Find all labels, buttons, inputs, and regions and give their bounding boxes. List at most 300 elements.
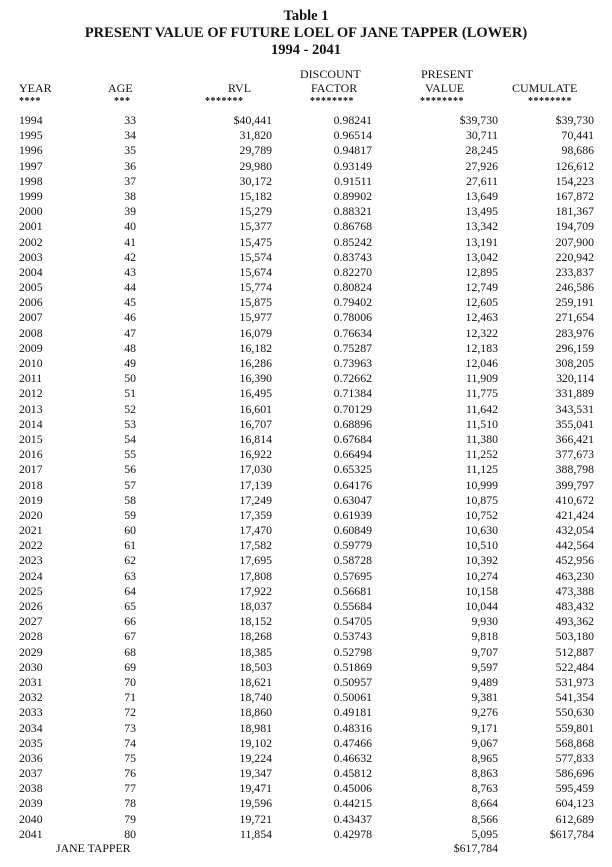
cumulate-cell: 366,421 (555, 431, 594, 446)
rvl-cell: 17,030 (239, 462, 272, 477)
cumulate-cell: 296,159 (555, 340, 594, 355)
rvl-cell: 16,286 (239, 356, 272, 370)
table-row (0, 143, 612, 158)
cumulate-cell: 559,801 (555, 720, 594, 735)
discount-factor-cell: 0.50957 (333, 674, 372, 689)
present-value-cell: $39,730 (459, 113, 498, 127)
present-value-cell: 10,274 (465, 568, 498, 583)
discount-factor-cell: 0.72662 (333, 371, 372, 386)
present-value-cell: 10,392 (465, 553, 498, 568)
age-cell: 33 (124, 113, 136, 127)
rvl-cell: 19,224 (239, 750, 272, 765)
year-cell: 2025 (19, 583, 43, 598)
present-value-cell: 9,489 (471, 674, 498, 689)
header-cumulate: CUMULATE (512, 81, 578, 95)
year-cell: 2038 (19, 781, 43, 796)
discount-factor-cell: 0.59779 (333, 538, 372, 553)
age-cell: 80 (124, 826, 136, 841)
cumulate-cell: 586,696 (555, 766, 594, 781)
age-cell: 51 (124, 386, 136, 401)
year-cell: 2010 (19, 356, 43, 370)
cumulate-cell: 233,837 (555, 264, 594, 279)
present-value-cell: 12,605 (465, 295, 498, 310)
rvl-cell: 18,385 (239, 644, 272, 659)
rvl-cell: 18,037 (239, 599, 272, 613)
age-cell: 74 (124, 735, 136, 750)
discount-factor-cell: 0.51869 (333, 659, 372, 674)
discount-factor-cell: 0.49181 (333, 705, 372, 720)
rvl-cell: 15,475 (239, 234, 272, 249)
present-value-cell: 10,044 (465, 599, 498, 613)
discount-factor-cell: 0.85242 (333, 234, 372, 249)
table-row (0, 295, 612, 310)
cumulate-cell: 399,797 (555, 477, 594, 492)
present-value-cell: 12,463 (465, 310, 498, 325)
header-discount-top: DISCOUNT (300, 67, 361, 81)
present-value-cell: 9,597 (471, 659, 498, 674)
age-cell: 58 (124, 492, 136, 507)
rvl-cell: $40,441 (233, 113, 272, 127)
rvl-cell: 16,079 (239, 325, 272, 340)
table-row (0, 219, 612, 234)
year-cell: 2013 (19, 401, 43, 416)
age-cell: 63 (124, 568, 136, 583)
present-value-cell: 12,749 (465, 280, 498, 295)
table-row (0, 280, 612, 295)
cumulate-cell: 421,424 (555, 507, 594, 522)
cumulate-cell: 308,205 (555, 356, 594, 370)
age-cell: 45 (124, 295, 136, 310)
year-cell: 1996 (19, 143, 43, 158)
discount-factor-cell: 0.76634 (333, 325, 372, 340)
year-cell: 2023 (19, 553, 43, 568)
cumulate-cell: 388,798 (555, 462, 594, 477)
age-cell: 50 (124, 371, 136, 386)
rvl-cell: 17,139 (239, 477, 272, 492)
year-cell: 2018 (19, 477, 43, 492)
age-cell: 48 (124, 340, 136, 355)
age-cell: 68 (124, 644, 136, 659)
present-value-cell: 11,510 (465, 416, 498, 431)
header-present-stars: ******** (420, 96, 464, 107)
age-cell: 36 (124, 158, 136, 173)
cumulate-cell: 568,868 (555, 735, 594, 750)
cumulate-cell: 531,973 (555, 674, 594, 689)
discount-factor-cell: 0.50061 (333, 690, 372, 705)
rvl-cell: 17,922 (239, 583, 272, 598)
discount-factor-cell: 0.93149 (333, 158, 372, 173)
table-row (0, 690, 612, 705)
cumulate-cell: 493,362 (555, 614, 594, 629)
rvl-cell: 16,814 (239, 431, 272, 446)
header-year-stars: **** (19, 96, 41, 107)
rvl-cell: 17,470 (239, 523, 272, 538)
age-cell: 39 (124, 204, 136, 219)
present-value-cell: 13,042 (465, 249, 498, 264)
age-cell: 59 (124, 507, 136, 522)
age-cell: 79 (124, 811, 136, 826)
year-cell: 2004 (19, 264, 43, 279)
present-value-cell: 9,930 (471, 614, 498, 629)
present-value-cell: 8,863 (471, 766, 498, 781)
cumulate-cell: 207,900 (555, 234, 594, 249)
table-row (0, 493, 612, 508)
cumulate-cell: 473,388 (555, 583, 594, 598)
table-row (0, 569, 612, 584)
discount-factor-cell: 0.67684 (333, 431, 372, 446)
table-row (0, 356, 612, 371)
table-row (0, 189, 612, 204)
rvl-cell: 19,721 (239, 811, 272, 826)
age-cell: 64 (124, 583, 136, 598)
year-cell: 2014 (19, 416, 43, 431)
footer-name: JANE TAPPER (56, 841, 131, 855)
cumulate-cell: 181,367 (555, 204, 594, 219)
age-cell: 72 (124, 705, 136, 720)
present-value-cell: 11,252 (465, 447, 498, 462)
rvl-cell: 15,774 (239, 280, 272, 295)
age-cell: 37 (124, 173, 136, 188)
year-cell: 2011 (19, 371, 43, 386)
cumulate-cell: 503,180 (555, 629, 594, 644)
discount-factor-cell: 0.48316 (333, 720, 372, 735)
discount-factor-cell: 0.66494 (333, 447, 372, 462)
present-value-cell: 5,095 (471, 826, 498, 841)
discount-factor-cell: 0.61939 (333, 507, 372, 522)
header-discount-stars: ******** (310, 96, 354, 107)
year-cell: 2020 (19, 507, 43, 522)
present-value-cell: 9,707 (471, 644, 498, 659)
cumulate-cell: 522,484 (555, 659, 594, 674)
age-cell: 43 (124, 264, 136, 279)
year-cell: 1998 (19, 173, 43, 188)
table-row (0, 204, 612, 219)
present-value-cell: 11,125 (465, 462, 498, 477)
discount-factor-cell: 0.83743 (333, 249, 372, 264)
rvl-cell: 18,621 (239, 674, 272, 689)
rvl-cell: 29,980 (239, 158, 272, 173)
footer-total: $617,784 (453, 841, 498, 855)
age-cell: 52 (124, 401, 136, 416)
cumulate-cell: 410,672 (555, 492, 594, 507)
table-row (0, 417, 612, 432)
age-cell: 69 (124, 659, 136, 674)
present-value-cell: 30,711 (465, 128, 498, 143)
table-row (0, 796, 612, 811)
table-row (0, 128, 612, 143)
year-cell: 2036 (19, 750, 43, 765)
present-value-cell: 27,611 (465, 173, 498, 188)
discount-factor-cell: 0.94817 (333, 143, 372, 158)
table-row (0, 766, 612, 781)
cumulate-cell: 283,976 (555, 325, 594, 340)
table-year-range: 1994 - 2041 (270, 42, 342, 58)
table-title-block (0, 8, 612, 59)
rvl-cell: 16,390 (239, 371, 272, 386)
cumulate-cell: 483,432 (555, 599, 594, 613)
rvl-cell: 30,172 (239, 173, 272, 188)
discount-factor-cell: 0.58728 (333, 553, 372, 568)
cumulate-cell: 259,191 (555, 295, 594, 310)
rvl-cell: 15,182 (239, 188, 272, 203)
cumulate-cell: 271,654 (555, 310, 594, 325)
header-year: YEAR (19, 81, 52, 95)
present-value-cell: 8,763 (471, 781, 498, 796)
discount-factor-cell: 0.68896 (333, 416, 372, 431)
cumulate-cell: 194,709 (555, 219, 594, 234)
year-cell: 2003 (19, 249, 43, 264)
table-row (0, 265, 612, 280)
cumulate-cell: 154,223 (555, 173, 594, 188)
year-cell: 2040 (19, 811, 43, 826)
table-row (0, 386, 612, 401)
age-cell: 71 (124, 690, 136, 705)
age-cell: 61 (124, 538, 136, 553)
cumulate-cell: 355,041 (555, 416, 594, 431)
present-value-cell: 10,999 (465, 477, 498, 492)
discount-factor-cell: 0.82270 (333, 264, 372, 279)
rvl-cell: 17,582 (239, 538, 272, 553)
discount-factor-cell: 0.63047 (333, 492, 372, 507)
age-cell: 66 (124, 614, 136, 629)
present-value-cell: 10,752 (465, 507, 498, 522)
discount-factor-cell: 0.42978 (333, 826, 372, 841)
year-cell: 2030 (19, 659, 43, 674)
year-cell: 2021 (19, 523, 43, 538)
discount-factor-cell: 0.79402 (333, 295, 372, 310)
discount-factor-cell: 0.89902 (333, 188, 372, 203)
age-cell: 55 (124, 447, 136, 462)
table-row (0, 523, 612, 538)
cumulate-cell: 98,686 (561, 143, 594, 158)
header-present-top: PRESENT (421, 67, 474, 81)
discount-factor-cell: 0.78006 (333, 310, 372, 325)
present-value-cell: 9,381 (471, 690, 498, 705)
present-value-cell: 12,895 (465, 264, 498, 279)
rvl-cell: 18,740 (239, 690, 272, 705)
rvl-cell: 19,596 (239, 796, 272, 811)
age-cell: 67 (124, 629, 136, 644)
year-cell: 2041 (19, 826, 43, 841)
rvl-cell: 18,503 (239, 659, 272, 674)
age-cell: 77 (124, 781, 136, 796)
table-row (0, 599, 612, 614)
table-row (0, 675, 612, 690)
present-value-cell: 10,875 (465, 492, 498, 507)
discount-factor-cell: 0.46632 (333, 750, 372, 765)
table-row (0, 341, 612, 356)
cumulate-cell: 604,123 (555, 796, 594, 811)
cumulate-cell: 126,612 (555, 158, 594, 173)
present-value-cell: 13,495 (465, 204, 498, 219)
discount-factor-cell: 0.71384 (333, 386, 372, 401)
present-value-cell: 12,322 (465, 325, 498, 340)
present-value-cell: 10,158 (465, 583, 498, 598)
present-value-cell: 27,926 (465, 158, 498, 173)
rvl-cell: 15,674 (239, 264, 272, 279)
year-cell: 2029 (19, 644, 43, 659)
rvl-cell: 15,279 (239, 204, 272, 219)
header-age-stars: *** (114, 96, 131, 107)
rvl-cell: 15,977 (239, 310, 272, 325)
cumulate-cell: 541,354 (555, 690, 594, 705)
table-footer (0, 840, 612, 856)
cumulate-cell: 320,114 (556, 371, 594, 386)
rvl-cell: 18,981 (239, 720, 272, 735)
age-cell: 56 (124, 462, 136, 477)
year-cell: 2012 (19, 386, 43, 401)
rvl-cell: 31,820 (239, 128, 272, 143)
discount-factor-cell: 0.52798 (333, 644, 372, 659)
rvl-cell: 17,695 (239, 553, 272, 568)
present-value-cell: 9,171 (471, 720, 498, 735)
year-cell: 2022 (19, 538, 43, 553)
year-cell: 2028 (19, 629, 43, 644)
present-value-cell: 11,380 (465, 431, 498, 446)
rvl-cell: 16,495 (239, 386, 272, 401)
cumulate-cell: 512,887 (555, 644, 594, 659)
age-cell: 65 (124, 599, 136, 613)
present-value-cell: 8,965 (471, 750, 498, 765)
rvl-cell: 18,268 (239, 629, 272, 644)
rvl-cell: 16,182 (239, 340, 272, 355)
age-cell: 62 (124, 553, 136, 568)
year-cell: 2000 (19, 204, 43, 219)
present-value-cell: 11,775 (465, 386, 498, 401)
age-cell: 57 (124, 477, 136, 492)
year-cell: 2032 (19, 690, 43, 705)
present-value-cell: 13,649 (465, 188, 498, 203)
discount-factor-cell: 0.73963 (333, 356, 372, 370)
table-row (0, 538, 612, 553)
present-value-cell: 10,510 (465, 538, 498, 553)
age-cell: 73 (124, 720, 136, 735)
rvl-cell: 15,377 (239, 219, 272, 234)
year-cell: 2002 (19, 234, 43, 249)
age-cell: 40 (124, 219, 136, 234)
year-cell: 2008 (19, 325, 43, 340)
present-value-cell: 8,664 (471, 796, 498, 811)
present-value-cell: 8,566 (471, 811, 498, 826)
column-headers (0, 65, 612, 115)
cumulate-cell: 612,689 (555, 811, 594, 826)
rvl-cell: 29,789 (239, 143, 272, 158)
table-row (0, 402, 612, 417)
discount-factor-cell: 0.47466 (333, 735, 372, 750)
table-row (0, 629, 612, 644)
present-value-cell: 9,818 (471, 629, 498, 644)
table-row (0, 250, 612, 265)
year-cell: 2027 (19, 614, 43, 629)
table-row (0, 174, 612, 189)
discount-factor-cell: 0.98241 (333, 113, 372, 127)
header-rvl: RVL (228, 81, 252, 95)
discount-factor-cell: 0.54705 (333, 614, 372, 629)
discount-factor-cell: 0.56681 (333, 583, 372, 598)
header-rvl-stars: ******* (205, 96, 244, 107)
discount-factor-cell: 0.70129 (333, 401, 372, 416)
cumulate-cell: $39,730 (555, 113, 594, 127)
rvl-cell: 18,860 (239, 705, 272, 720)
table-row (0, 447, 612, 462)
age-cell: 38 (124, 188, 136, 203)
present-value-cell: 10,630 (465, 523, 498, 538)
table-row (0, 812, 612, 827)
year-cell: 2005 (19, 280, 43, 295)
cumulate-cell: 343,531 (555, 401, 594, 416)
year-cell: 2007 (19, 310, 43, 325)
year-cell: 2035 (19, 735, 43, 750)
cumulate-cell: 377,673 (555, 447, 594, 462)
age-cell: 75 (124, 750, 136, 765)
year-cell: 1999 (19, 188, 43, 203)
table-row (0, 660, 612, 675)
header-discount-bottom: FACTOR (311, 81, 358, 95)
cumulate-cell: 577,833 (555, 750, 594, 765)
year-cell: 2016 (19, 447, 43, 462)
discount-factor-cell: 0.44215 (333, 796, 372, 811)
rvl-cell: 19,347 (239, 766, 272, 781)
rvl-cell: 18,152 (239, 614, 272, 629)
cumulate-cell: 246,586 (555, 280, 594, 295)
table-row (0, 553, 612, 568)
table-row (0, 113, 612, 128)
year-cell: 2019 (19, 492, 43, 507)
rvl-cell: 15,574 (239, 249, 272, 264)
discount-factor-cell: 0.64176 (333, 477, 372, 492)
discount-factor-cell: 0.45006 (333, 781, 372, 796)
year-cell: 2006 (19, 295, 43, 310)
rvl-cell: 16,707 (239, 416, 272, 431)
cumulate-cell: 442,564 (555, 538, 594, 553)
age-cell: 49 (124, 356, 136, 370)
age-cell: 47 (124, 325, 136, 340)
table-row (0, 584, 612, 599)
age-cell: 54 (124, 431, 136, 446)
rvl-cell: 19,471 (239, 781, 272, 796)
cumulate-cell: 463,230 (555, 568, 594, 583)
present-value-cell: 9,276 (471, 705, 498, 720)
cumulate-cell: 220,942 (555, 249, 594, 264)
present-value-cell: 28,245 (465, 143, 498, 158)
rvl-cell: 11,854 (239, 826, 272, 841)
rvl-cell: 17,249 (239, 492, 272, 507)
table-title: PRESENT VALUE OF FUTURE LOEL OF JANE TAPPER (LOWER) (84, 25, 528, 41)
header-present-bottom: VALUE (425, 81, 465, 95)
discount-factor-cell: 0.75287 (333, 340, 372, 355)
year-cell: 2009 (19, 340, 43, 355)
year-cell: 2034 (19, 720, 43, 735)
year-cell: 2033 (19, 705, 43, 720)
year-cell: 1994 (19, 113, 43, 127)
age-cell: 35 (124, 143, 136, 158)
year-cell: 2037 (19, 766, 43, 781)
present-value-cell: 12,046 (465, 356, 498, 370)
table-row (0, 705, 612, 720)
discount-factor-cell: 0.45812 (333, 766, 372, 781)
year-cell: 2001 (19, 219, 43, 234)
present-value-cell: 11,909 (465, 371, 498, 386)
discount-factor-cell: 0.57695 (333, 568, 372, 583)
cumulate-cell: 167,872 (555, 188, 594, 203)
present-value-cell: 13,191 (465, 234, 498, 249)
table-row (0, 736, 612, 751)
cumulate-cell: 70,441 (561, 128, 594, 143)
year-cell: 1995 (19, 128, 43, 143)
discount-factor-cell: 0.80824 (333, 280, 372, 295)
table-row (0, 781, 612, 796)
table-row (0, 432, 612, 447)
